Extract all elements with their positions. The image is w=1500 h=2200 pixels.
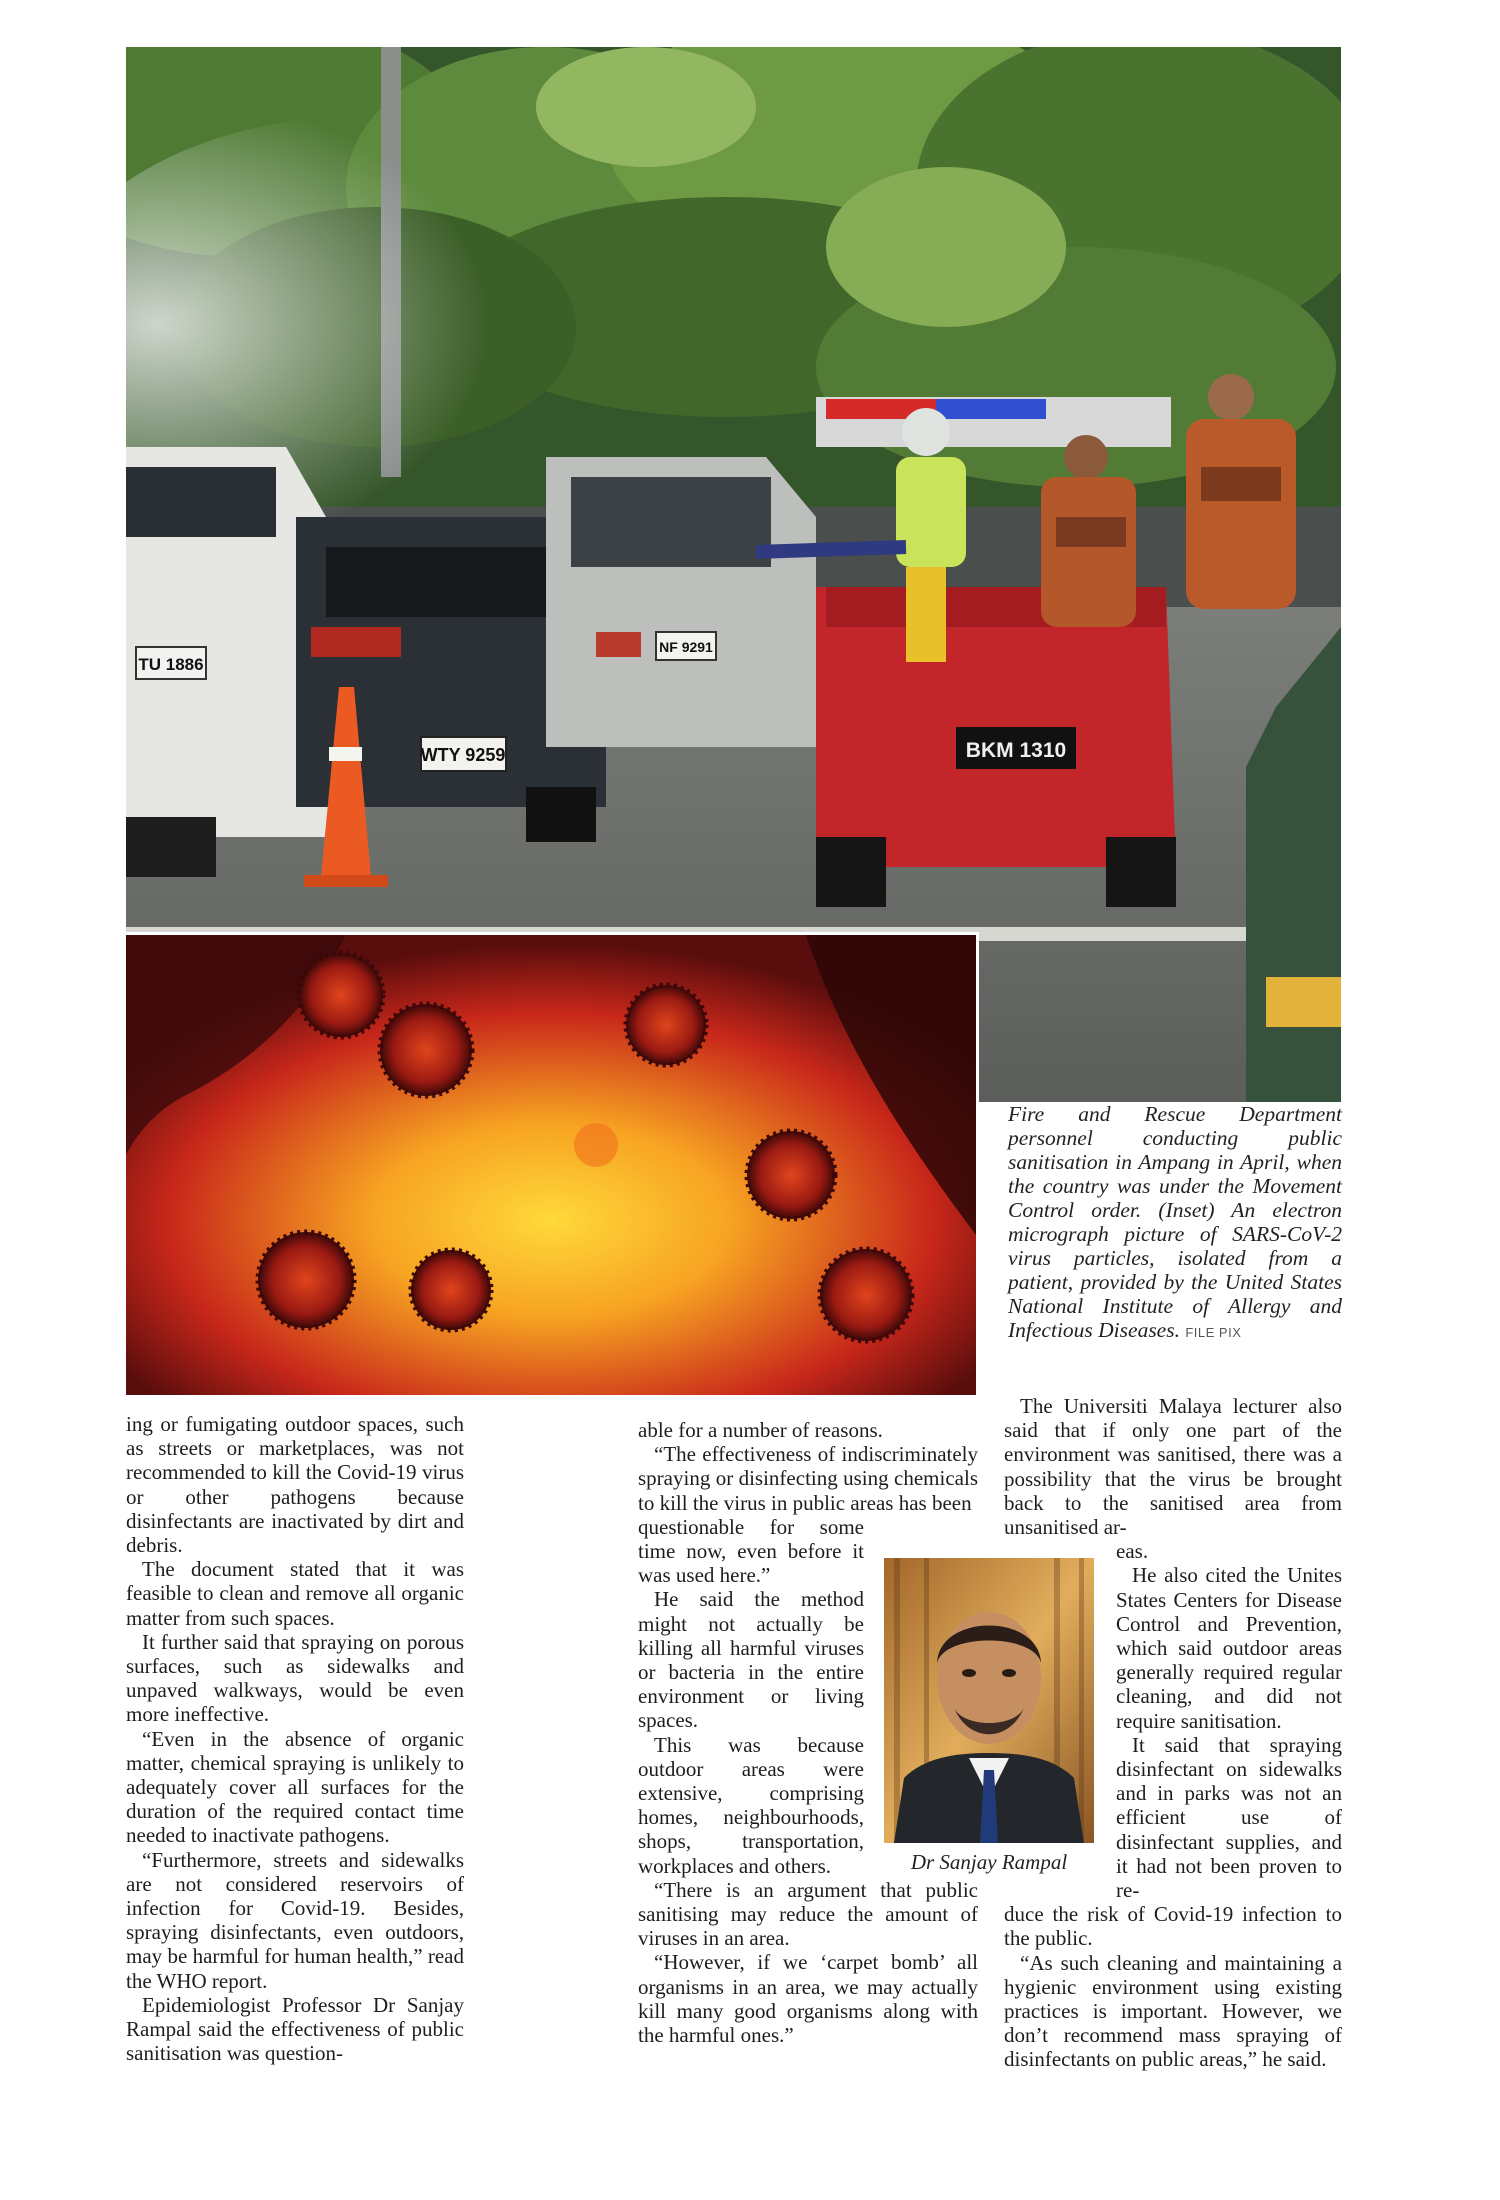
paragraph: “There is an argument that public sanitising may reduce the amount of viruses in an area. — [638, 1877, 978, 1951]
portrait-caption: Dr Sanjay Rampal — [910, 1850, 1068, 1874]
paragraph: eas. — [1116, 1539, 1149, 1564]
paragraph: He said the method might not actually be killing all harmful viruses or bacteria in the entire environment or living spaces. — [638, 1587, 864, 1733]
paragraph: It said that spraying disinfectant on sidewalks and in parks was not an efficient use of disinfectant supplies, and it had not been proven to re- — [1116, 1732, 1342, 1903]
paragraph: This was because outdoor areas were extensive, comprising homes, neighbourhoods, shops, transportation, workplaces and others. — [638, 1732, 864, 1878]
paragraph: Epidemiologist Professor Dr Sanjay Rampal said the effectiveness of public sanitisation was question- — [126, 1992, 464, 2066]
inset-micrograph — [126, 932, 979, 1395]
paragraph: He also cited the Unites States Centers for Disease Control and Prevention, which said outdoor areas generally required regular cleaning, and did not require sanitisation. — [1116, 1563, 1342, 1733]
paragraph: The document stated that it was feasible to clean and remove all organic matter from such spaces. — [126, 1557, 464, 1630]
paragraph: “Even in the absence of organic matter, chemical spraying is unlikely to adequately cover all surfaces for the duration of the required contact time needed to inactivate pathogens. — [126, 1726, 464, 1848]
paragraph: It further said that spraying on porous surfaces, such as sidewalks and unpaved walkways, would be even more ineffective. — [126, 1629, 464, 1727]
paragraph: “Furthermore, streets and sidewalks are not considered reservoirs of infection for Covid-19. Besides, spraying disinfectants, even outdoors, may be harmful for human health,” read the WHO report. — [126, 1847, 464, 1993]
paragraph: duce the risk of Covid-19 infection to the public. — [1004, 1902, 1342, 1951]
portrait-photo — [884, 1558, 1094, 1843]
paragraph: “As such cleaning and maintaining a hygienic environment using existing practices is important. However, we don’t recommend mass spraying of disinfectants on public areas,” he said. — [1004, 1950, 1342, 2072]
column-3-wrap-block — [1116, 1539, 1342, 1902]
column-2-wrap-block — [638, 1515, 864, 1878]
portrait-image — [884, 1558, 1094, 1843]
plate-white-car: TU 1886 — [138, 655, 204, 674]
silver-van — [546, 457, 816, 747]
paragraph: able for a number of reasons. — [638, 1418, 883, 1442]
virus-micrograph — [126, 935, 976, 1395]
caption-text: Fire and Rescue Department personnel conducting public sanitisation in Ampang in April, when the country was under the Movement Control order. (Inset) An electron micrograph picture of SARS-CoV-2 virus particles, isolated from a patient, provided by the United States National Institute of Allergy and Infectious Diseases. — [1008, 1102, 1342, 1342]
photo-caption — [1008, 1102, 1342, 1345]
paragraph: “The effectiveness of indiscriminately spraying or disinfecting using chemicals to kill the virus in public areas has been — [638, 1442, 978, 1515]
paragraph: ing or fumigating outdoor spaces, such as streets or marketplaces, was not recommended to kill the Covid-19 virus or other pathogens because disinfectants are inactivated by dirt and debris. — [126, 1412, 464, 1558]
article-column-1 — [126, 1412, 464, 2065]
photo-credit: FILE PIX — [1185, 1325, 1242, 1340]
plate-silver-van: NF 9291 — [659, 639, 713, 655]
paragraph: questionable for some time now, even before it was used here.” — [638, 1514, 864, 1588]
plate-dark-sedan: WTY 9259 — [420, 745, 506, 765]
paragraph: The Universiti Malaya lecturer also said that if only one part of the environment was sanitised, there was a possibility that the virus be brought back to the sanitised area from unsanitised ar- — [1004, 1394, 1342, 1540]
plate-pickup: BKM 1310 — [965, 739, 1067, 762]
paragraph: “However, if we ‘carpet bomb’ all organisms in an area, we may actually kill many good organisms along with the harmful ones.” — [638, 1950, 978, 2048]
